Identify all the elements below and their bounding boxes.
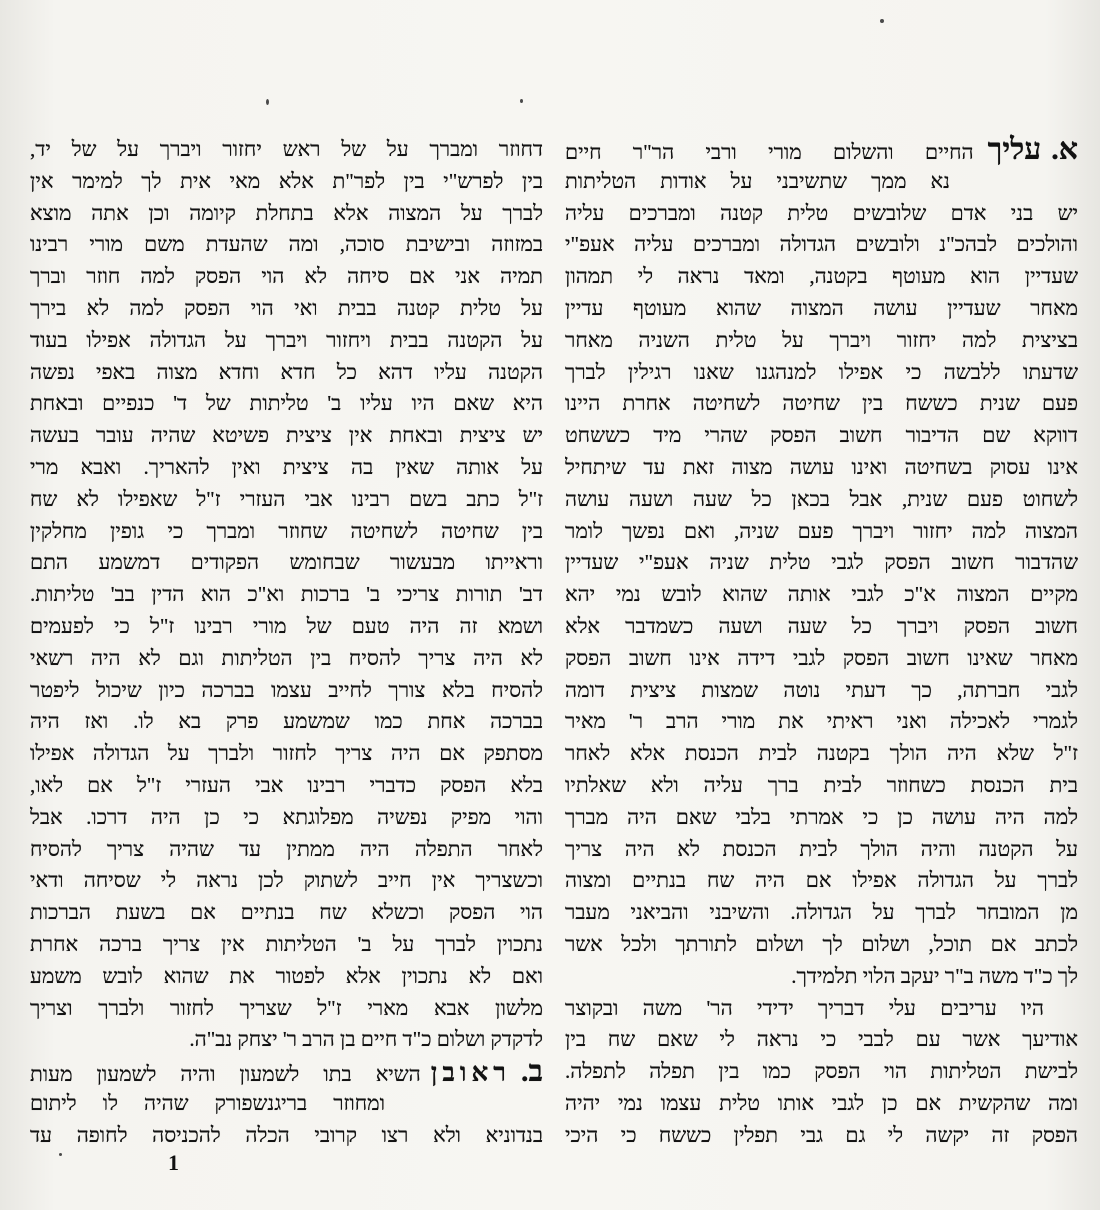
text-line: מן המובחר לברך על הגדולה. והשיבני והביאני מעבר: [565, 900, 1078, 925]
text-line: מאחר שאינו חשוב הפסק לגבי דידה אינו חשוב הפסק: [565, 645, 1078, 670]
text-line: בית הכנסת כשחוזר לבית ברך עליה ולא שאלתיו: [565, 772, 1078, 797]
text-line: ומחוזר בריגנשפורק שהיה לו ליתום: [30, 1090, 385, 1115]
text-line: לא היה צריך להסיח בין הטליתות וגם לא היה רשאי: [30, 645, 543, 670]
text-line: לכתב אם תוכל, ושלום לך ושלום לתורתך ולכל אשר: [565, 931, 1078, 956]
text-line: מקיים המצוה א"כ לגבי אותה שהוא לובש נמי יהא: [565, 582, 1078, 607]
text-line: בין לפרש"י בין לפר"ת אלא מאי אית לך למימר אין: [30, 168, 543, 193]
text-line: נתכוין לברך על ב' הטליתות אין צריך ברכה אחרת: [30, 931, 543, 956]
text-line: וכשצריך אין חייב לשתוק לכן נראה לי שסיחה ודאי: [30, 868, 543, 893]
text-line: לשחוט פעם שנית, אבל בכאן כל שעה ושעה עושה: [565, 486, 1078, 511]
text-line: על טלית קטנה בבית ואי הוי הפסק למה לא בירך: [30, 295, 543, 320]
text-line: דב' תורות צריכי ב' ברכות וא"כ הוא הדין בב' טליתות.: [30, 582, 543, 607]
text-line: שדעתו ללבשה כי אפילו למנהגנו שאנו רגילין לברך: [565, 359, 1078, 384]
text-line-content: החיים והשלום מורי ורבי הר"ר חיים: [565, 140, 974, 164]
text-line: למה היה עושה כן כי אמרתי בלבי שאם היה מברך: [565, 804, 1078, 829]
text-line: הוי הפסק וכשלא שח בנתיים אם בשעת הברכות: [30, 900, 543, 925]
text-line: לאחר התפלה היה ממתין עד שהיה צריך להסיח: [30, 836, 543, 861]
text-line: היא שאם היו עליו ב' טליתות של ד' כנפיים ובאחת: [30, 391, 543, 416]
text-line: יש ציצית ובאחת אין ציצית פשיטא שהיה עובר בעשה: [30, 423, 543, 448]
text-line: חשוב הפסק ויברך כל שעה ושעה כשמדבר אלא: [565, 613, 1078, 638]
text-line: לגמרי לאכילה ואני ראיתי את מורי הרב ר' מאיר: [565, 709, 1078, 734]
text-line: יש בני אדם שלובשים טלית קטנה ומברכים עליה: [565, 200, 1078, 225]
text-line: מאחר שעדיין עושה המצוה שהוא מעוטף עדיין: [565, 295, 1078, 320]
text-line: בברכה אחת כמו שמשמע פרק בא לו. ואז היה: [30, 709, 543, 734]
text-line: שעדיין הוא מעוטף בקטנה, ומאד נראה לי תמהון: [565, 264, 1078, 289]
text-line-content: השיא בתו לשמעון והיה לשמעון מעות: [30, 1062, 421, 1087]
text-line: על אותה שאין בה ציצית ואין להאריך. ואבא מרי: [30, 454, 543, 479]
text-line: ואם לא נתכוין אלא לפטור את שהוא לובש משמע: [30, 963, 543, 988]
section-opening-word: עליך: [987, 133, 1042, 166]
text-line: בנדוניא ולא רצו קרובי הכלה להכניסה לחופה עד: [30, 1122, 543, 1147]
text-line: לבישת הטליתות הוי הפסק כמו בין תפלה לתפלה.: [565, 1059, 1078, 1084]
text-line: והולכים לבהכ"נ ולובשים הגדולה ומברכים עליה אעפ"י: [565, 232, 1078, 257]
text-line: ז"ל כתב בשם רבינו אבי העזרי ז"ל שאפילו לא שח: [30, 486, 543, 511]
scan-speck: [880, 19, 884, 23]
text-line: המצוה למה יחזור ויברך פעם שניה, ואם נפשך לומר: [565, 518, 1078, 543]
text-line: ושמא זה היה טעם של מורי רבינו ז"ל כי לפעמים: [30, 613, 543, 638]
text-line: דווקא שם הדיבור חשוב הפסק שהרי מיד כששחט: [565, 423, 1078, 448]
text-line: בלא הפסק כדברי רבינו אבי העזרי ז"ל אם לאו,: [30, 772, 543, 797]
text-line: בין שחיטה לשחיטה שחוזר ומברך כי גופין מחלקין: [30, 518, 543, 543]
text-line: נא ממך שתשיבני על אודות הטליתות: [565, 168, 950, 193]
text-line: ז"ל שלא היה הולך בקטנה לבית הכנסת אלא לאחר: [565, 741, 1078, 766]
text-line: להסיח בלא צורך לחייב עצמו בברכה כיון שיכול ליפטר: [30, 677, 543, 702]
section-number: א.: [1051, 133, 1078, 166]
text-line: בציצית למה יחזור ויברך על טלית השניה מאחר: [565, 327, 1078, 352]
scan-speck: [520, 99, 523, 103]
text-line: תמיה אני אם סיחה לא הוי הפסק למה חוזר וברך: [30, 264, 543, 289]
text-line: הקטנה עליו דהא כל חדא וחדא מצוה באפי נפשה: [30, 359, 543, 384]
text-line: לברך על המצוה אלא בתחלת קיומה וכן אתה מוצא: [30, 200, 543, 225]
text-line: על הקטנה והיה הולך לבית הכנסת לא היה צריך: [565, 836, 1078, 861]
section-opening-word: ראובן: [430, 1058, 512, 1088]
text-line: הפסק זה יקשה לי גם גבי תפלין כששח כי היכי: [565, 1122, 1078, 1147]
scan-speck: [59, 1153, 62, 1156]
right-column: [565, 134, 1078, 1152]
page-number: 1: [168, 1150, 179, 1175]
text-line: [30, 1056, 543, 1088]
text-line: לדקדק ושלום כ"ד חיים בן הרב ר' יצחק נב"ה.: [189, 1027, 543, 1052]
scan-speck: [266, 99, 269, 105]
text-line: לך כ"ד משה ב"ר יעקב הלוי תלמידך.: [791, 963, 1078, 988]
text-line: מסתפק אם היה צריך לחזור ולברך על הגדולה אפילו: [30, 741, 543, 766]
text-line: דחוזר ומברך על של ראש יחזור ויברך על של יד,: [30, 137, 543, 161]
left-column: [30, 134, 543, 1152]
text-line: מלשון אבא מארי ז"ל שצריך לחזור ולברך וצריך: [30, 995, 543, 1020]
text-line: לגבי חברתה, כך דעתי נוטה שמצות ציצית דומה: [565, 677, 1078, 702]
text-line: שהדבור חשוב הפסק לגבי טלית שניה אעפ"י שעדיין: [565, 550, 1078, 575]
text-line: והוי מפיק נפשיה מפלוגתא כי כן היה דרכו. אבל: [30, 804, 543, 829]
section-number: ב.: [521, 1055, 543, 1089]
text-line: ומה שהקשית אם כן לגבי אותו טלית עצמו נמי יהיה: [565, 1090, 1078, 1115]
text-line: [565, 134, 1078, 166]
text-line: על הקטנה בבית ויחזור ויברך על הגדולה אפילו בעוד: [30, 327, 543, 352]
text-line: אודיעך אשר עם לבבי כי נראה לי שאם שח בין: [565, 1027, 1078, 1052]
text-line: לברך על הגדולה אפילו אם היה שח בנתיים ומצוה: [565, 868, 1078, 893]
text-line: אינו עסוק בשחיטה ואינו עושה מצוה זאת עד שיתחיל: [565, 454, 1078, 479]
text-line: היו עריבים עלי דבריך ידידי הר' משה ובקוצר: [565, 995, 1044, 1020]
text-line: וראייתו מבעשור שבחומש הפקודים דמשמע התם: [30, 550, 543, 575]
text-line: במזוזה ובישיבת סוכה, ומה שהעדת משם מורי רבינו: [30, 232, 543, 257]
text-line: פעם שנית כששח בין שחיטה לשחיטה אחרת היינו: [565, 391, 1078, 416]
